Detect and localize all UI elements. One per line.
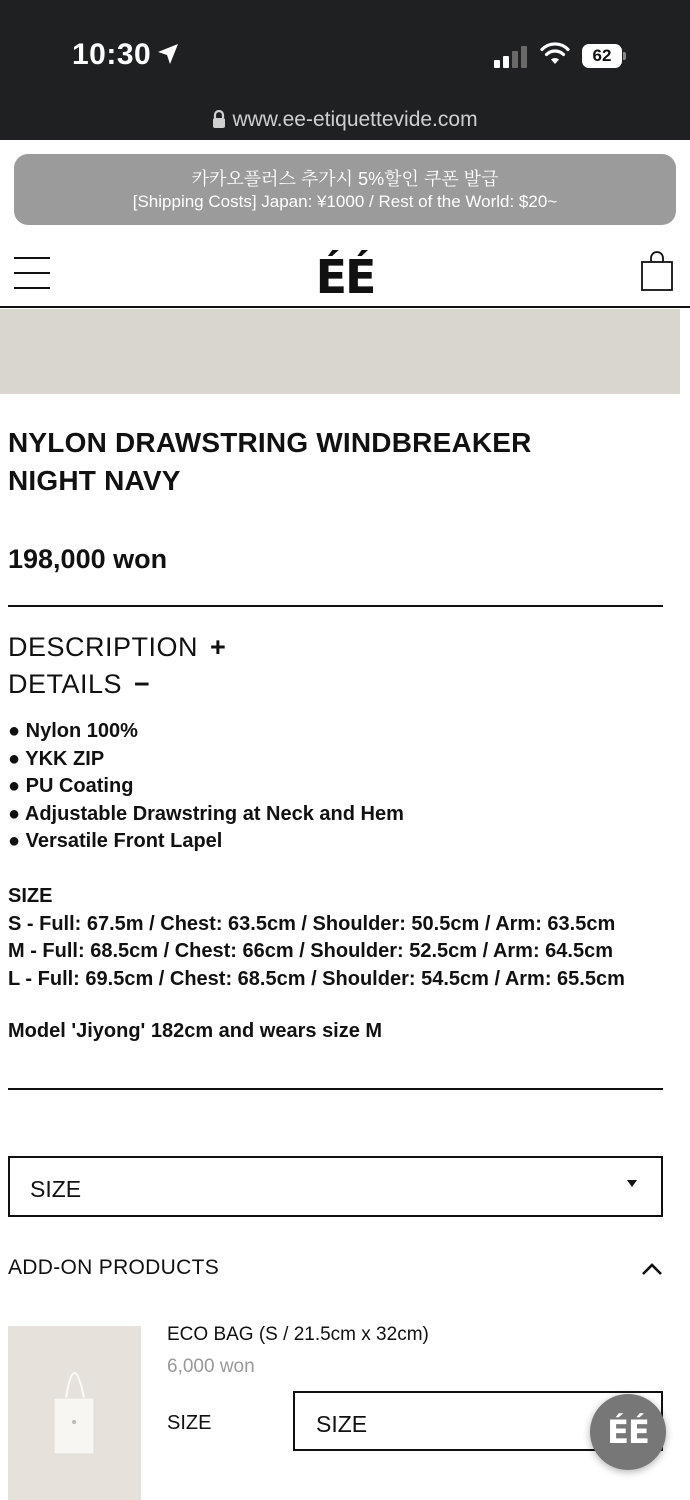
addon-products-heading[interactable]: ADD-ON PRODUCTS	[8, 1256, 220, 1279]
status-time: 10:30	[72, 38, 152, 71]
status-bar	[0, 0, 690, 140]
brand-logo[interactable]: ÉÉ	[315, 250, 375, 304]
tote-bag-icon	[8, 1326, 141, 1500]
url-text: www.ee-etiquettevide.com	[232, 108, 478, 131]
details-label: DETAILS	[8, 669, 123, 699]
accordion-details[interactable]	[8, 669, 150, 700]
chevron-down-icon	[627, 1180, 637, 1187]
size-heading: SIZE	[8, 885, 53, 907]
size-row: L - Full: 69.5cm / Chest: 68.5cm / Shoulder: 54.5cm / Arm: 65.5cm	[8, 967, 625, 990]
size-row: M - Full: 68.5cm / Chest: 66cm / Shoulder: 52.5cm / Arm: 64.5cm	[8, 940, 614, 962]
list-item: ● YKK ZIP	[8, 747, 105, 770]
collapse-minus-icon: −	[134, 669, 151, 699]
floating-logo-button[interactable]: ÉÉ	[590, 1394, 666, 1470]
size-select-value: SIZE	[30, 1176, 82, 1202]
expand-plus-icon: +	[210, 632, 227, 662]
product-price: 198,000 won	[8, 544, 168, 574]
promo-banner[interactable]	[14, 154, 676, 225]
accordion-description[interactable]	[8, 632, 226, 663]
chevron-up-icon[interactable]	[640, 1260, 664, 1278]
list-item: ● PU Coating	[8, 775, 134, 797]
details-bullet-list	[8, 718, 404, 856]
addon-product-price: 6,000 won	[167, 1356, 255, 1377]
site-header	[0, 238, 690, 308]
size-chart	[8, 883, 625, 993]
product-title-line1: NYLON DRAWSTRING WINDBREAKER	[8, 427, 532, 458]
address-bar[interactable]	[0, 108, 690, 132]
lock-icon	[212, 110, 226, 128]
list-item: ● Adjustable Drawstring at Neck and Hem	[8, 802, 404, 825]
addon-product-name[interactable]: ECO BAG (S / 21.5cm x 32cm)	[167, 1324, 429, 1345]
size-select[interactable]	[8, 1156, 663, 1217]
list-item: ● Versatile Front Lapel	[8, 830, 223, 852]
product-title	[8, 424, 668, 500]
addon-size-label: SIZE	[167, 1412, 212, 1434]
product-title-line2: NIGHT NAVY	[8, 465, 181, 496]
divider	[8, 605, 663, 607]
size-row: S - Full: 67.5m / Chest: 63.5cm / Shoulder: 50.5cm / Arm: 63.5cm	[8, 912, 616, 935]
hamburger-menu-icon[interactable]	[14, 256, 50, 290]
battery-icon	[582, 44, 626, 68]
addon-product-image[interactable]	[8, 1326, 141, 1500]
model-info: Model 'Jiyong' 182cm and wears size M	[8, 1020, 383, 1042]
list-item: ● Nylon 100%	[8, 720, 138, 742]
shipping-costs-text: [Shipping Costs] Japan: ¥1000 / Rest of the World: $20~	[132, 192, 558, 211]
shopping-bag-icon[interactable]	[640, 250, 674, 292]
divider	[8, 1088, 663, 1090]
cellular-signal-icon	[494, 44, 528, 68]
description-label: DESCRIPTION	[8, 632, 199, 662]
battery-level: 62	[582, 44, 622, 68]
location-arrow-icon	[156, 42, 180, 66]
promo-coupon-text: 카카오플러스 추가시 5%할인 쿠폰 발급	[191, 169, 499, 189]
product-image-strip	[0, 309, 680, 394]
addon-size-select-value: SIZE	[316, 1411, 368, 1437]
wifi-icon	[540, 42, 570, 66]
